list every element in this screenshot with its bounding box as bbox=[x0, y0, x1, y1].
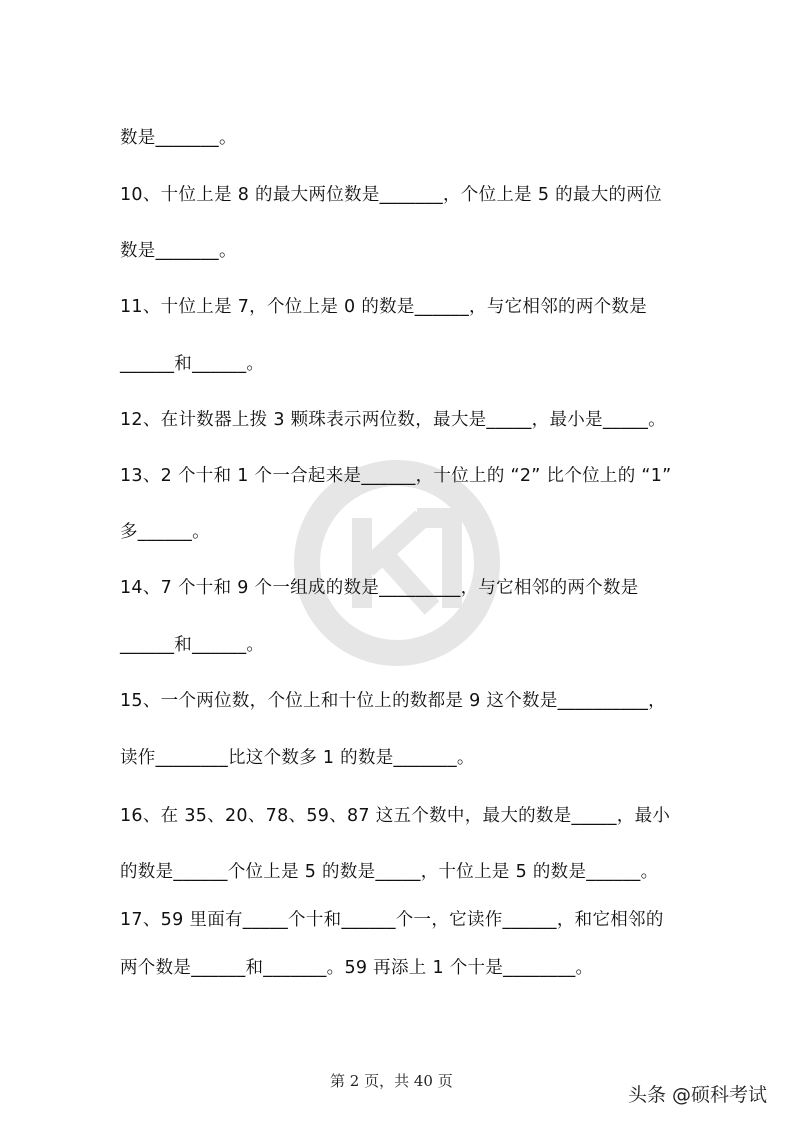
question-line: 13、2 个十和 1 个一合起来是______，十位上的 “2” 比个位上的 “1” bbox=[120, 466, 672, 486]
question-line: 14、7 个十和 9 个一组成的数是_________，与它相邻的两个数是 bbox=[120, 578, 639, 598]
question-line: 17、59 里面有_____个十和______个一，它读作______，和它相邻的 bbox=[120, 910, 664, 930]
question-line: 11、十位上是 7，个位上是 0 的数是______，与它相邻的两个数是 bbox=[120, 297, 648, 317]
question-line: ______和______。 bbox=[120, 354, 265, 374]
watermark-logo bbox=[292, 458, 502, 668]
question-line: 读作________比这个数多 1 的数是_______。 bbox=[120, 748, 475, 768]
question-line: 10、十位上是 8 的最大两位数是_______，个位上是 5 的最大的两位 bbox=[120, 185, 662, 205]
question-line: 数是_______。 bbox=[120, 241, 237, 261]
question-line: 15、一个两位数，个位上和十位上的数都是 9 这个数是__________， bbox=[120, 691, 666, 711]
question-line: 的数是______个位上是 5 的数是_____，十位上是 5 的数是______。 bbox=[120, 862, 659, 882]
question-line: 16、在 35、20、78、59、87 这五个数中，最大的数是_____，最小 bbox=[120, 806, 671, 826]
question-line: 数是_______。 bbox=[120, 128, 237, 148]
question-line: 多______。 bbox=[120, 522, 210, 542]
source-brand: 头条 @硕科考试 bbox=[628, 1084, 768, 1106]
question-line: ______和______。 bbox=[120, 635, 265, 655]
page-number: 第 2 页，共 40 页 bbox=[330, 1072, 453, 1090]
question-line: 12、在计数器上拨 3 颗珠表示两位数，最大是_____，最小是_____。 bbox=[120, 410, 666, 430]
question-line: 两个数是______和_______。59 再添上 1 个十是________。 bbox=[120, 958, 594, 978]
